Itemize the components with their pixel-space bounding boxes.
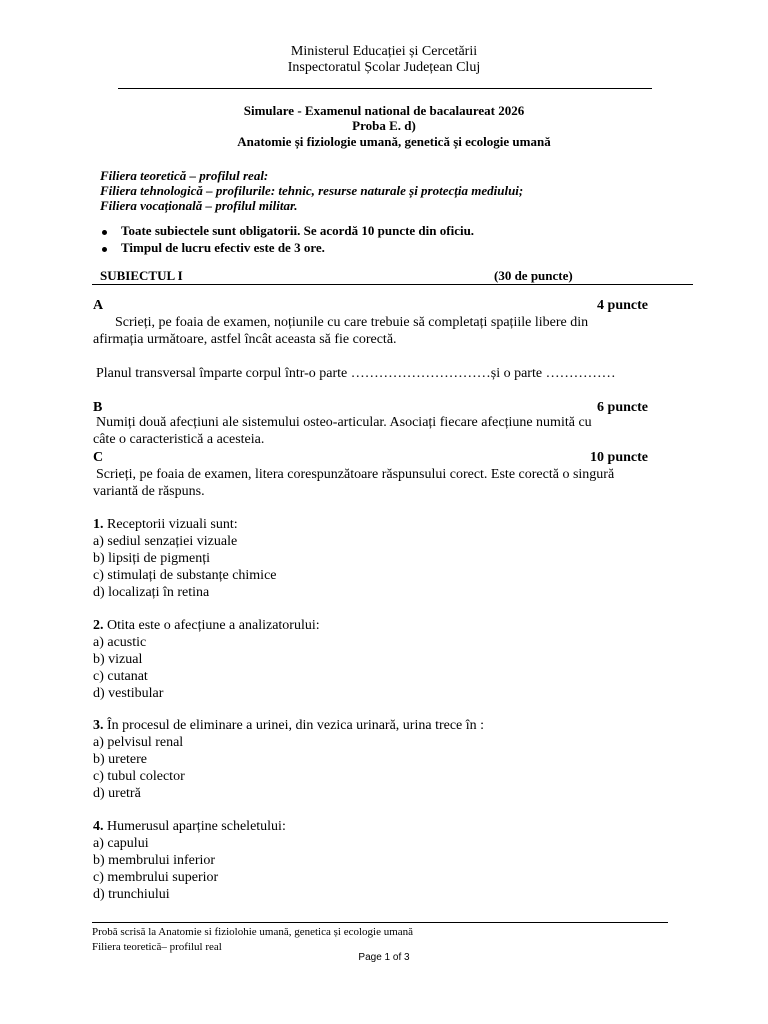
option: b) vizual [93,652,143,667]
question-4 [93,818,286,903]
option: d) vestibular [93,686,164,701]
footer-line-2: Filiera teoretică– profilul real [92,941,222,953]
filiera-teoretica: Filiera teoretică – profilul real: [100,168,269,183]
question-1 [93,516,277,601]
question-number: 4. [93,819,104,834]
rule-item: Timpul de lucru efectiv este de 3 ore. [102,239,474,256]
option: c) tubul colector [93,769,185,784]
filiera-tehnologica: Filiera tehnologică – profilurile: tehnic, resurse naturale și protecția mediului; [100,183,524,198]
question-text: Otita este o afecțiune a analizatorului: [107,618,320,633]
question-text: Receptorii vizuali sunt: [107,517,238,532]
option: d) trunchiului [93,887,170,902]
section-c-line-1: Scrieți, pe foaia de examen, litera corespunzătoare răspunsului corect. Este corectă o singură [96,467,615,482]
question-number: 1. [93,517,104,532]
ministry-name: Ministerul Educației și Cercetării [290,44,478,59]
exam-proba: Proba E. d) [352,118,416,133]
option: c) membrului superior [93,870,219,885]
section-c-letter: C [93,450,104,465]
header-divider [118,88,652,89]
option: c) cutanat [93,669,148,684]
bullet-icon [102,247,107,252]
question-text: Humerusul aparține scheletului: [107,819,286,834]
option: d) localizați în retina [93,585,210,600]
option: c) stimulați de substanțe chimice [93,568,277,583]
question-text: În procesul de eliminare a urinei, din vezica urinară, urina trece în : [107,718,485,733]
section-c-line-2: variantă de răspuns. [93,484,205,499]
subject1-points: (30 de puncte) [494,268,573,283]
section-b-line-1: Numiți două afecțiuni ale sistemului osteo-articular. Asociați fiecare afecțiune numită cu [96,415,592,430]
option: a) pelvisul renal [93,735,184,750]
option: a) capului [93,836,149,851]
question-2 [93,617,320,702]
rules-list [102,222,474,256]
option: d) uretră [93,786,141,801]
bullet-icon [102,230,107,235]
section-a-letter: A [93,298,104,313]
exam-title: Simulare - Examenul national de bacalaureat 2026 [243,103,525,118]
section-b-points: 6 puncte [597,400,648,415]
section-a-instruction-1: Scrieți, pe foaia de examen, noțiunile cu care trebuie să completați spațiile libere din [115,315,589,330]
section-c-points: 10 puncte [590,450,648,465]
section-a-points: 4 puncte [597,298,648,313]
section-b-letter: B [93,400,103,415]
subject1-divider [92,284,693,285]
option: b) lipsiți de pigmenți [93,551,211,566]
filiere-list [100,168,523,213]
section-a-statement: Planul transversal împarte corpul într-o parte …………………………și o parte …………… [96,366,616,381]
exam-subject: Anatomie și fiziologie umană, genetică și ecologie umană [237,134,551,149]
subject1-label: SUBIECTUL I [100,268,183,283]
question-3 [93,717,484,802]
section-a-instruction-2: afirmația următoare, astfel încât aceasta să fie corectă. [93,332,397,347]
rule-item: Toate subiectele sunt obligatorii. Se acordă 10 puncte din oficiu. [102,222,474,239]
option: b) uretere [93,752,148,767]
page-number: Page 1 of 3 [358,952,410,963]
question-number: 2. [93,618,104,633]
filiera-vocationala: Filiera vocațională – profilul militar. [100,198,298,213]
footer-divider [92,922,668,923]
option: b) membrului inferior [93,853,216,868]
option: a) sediul senzației vizuale [93,534,238,549]
section-b-line-2: câte o caracteristică a acesteia. [93,432,265,447]
option: a) acustic [93,635,147,650]
footer-line-1: Probă scrisă la Anatomie si fiziolohie umană, genetica și ecologie umană [92,926,414,938]
inspectorate-name: Inspectoratul Școlar Județean Cluj [287,60,481,75]
question-number: 3. [93,718,104,733]
